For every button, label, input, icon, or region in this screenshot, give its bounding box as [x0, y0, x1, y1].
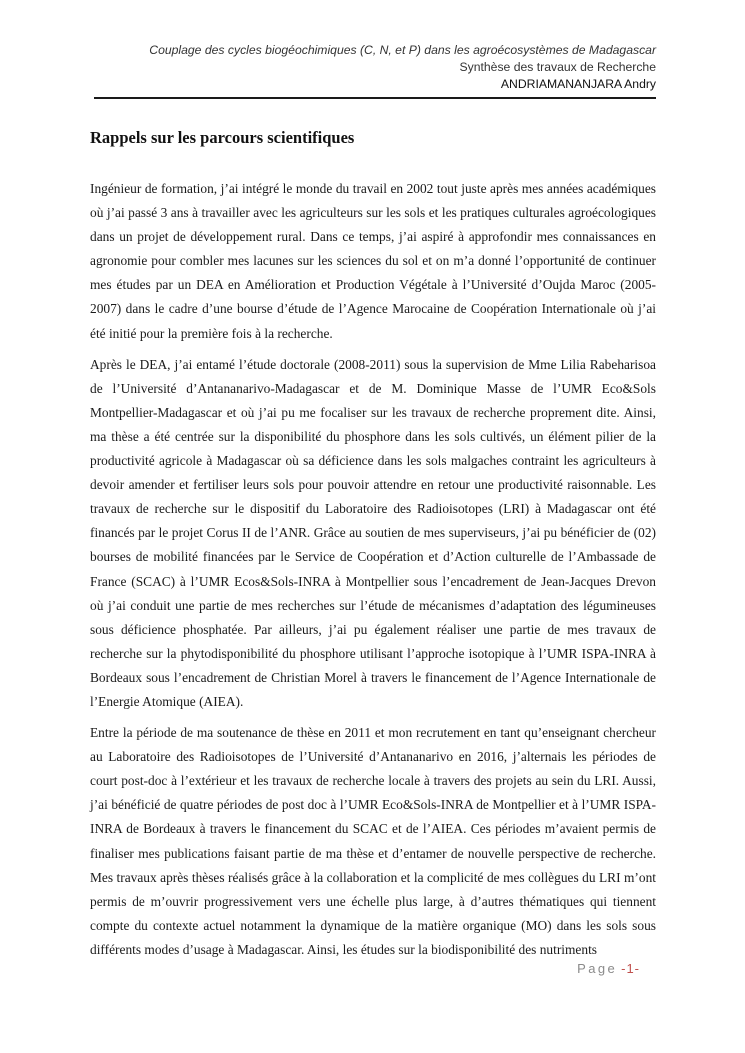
header-subtitle: Synthèse des travaux de Recherche: [459, 60, 656, 74]
paragraph-2: Après le DEA, j’ai entamé l’étude doctorale (2008-2011) sous la supervision de Mme Lilia Rabeharisoa de l’Université d’Antananarivo-Madagascar et de M. Dominique Masse de l’UMR Eco&Sols Montpellier-Madagascar et où j’ai pu me focaliser sur les travaux de recherche proprement dite. Ainsi, ma thèse a été centrée sur la disponibilité du phosphore dans les sols cultivés, un élément pilier de la productivité agricole à Madagascar où sa déficience dans les sols malgaches contraint les agriculteurs à devoir amender et fertiliser leurs sols pour pouvoir attendre en retour une productivité raisonnable. Les travaux de recherche sur le dispositif du Laboratoire des Radioisotopes (LRI) à Madagascar ont été financés par le projet Corus II de l’ANR. Grâce au soutien de mes superviseurs, j’ai pu bénéficier de (02) bourses de mobilité financées par le Service de Coopération et d’Action culturelle de l’Ambassade de France (SCAC) à l’UMR Ecos&Sols-INRA à Montpellier sous l’encadrement de Jean-Jacques Drevon où j’ai conduit une partie de mes recherches sur l’étude de mécanismes d’adaptation des légumineuses sous déficience phosphatée. Par ailleurs, j’ai pu également réaliser une partie de mes travaux de recherche sur la phytodisponibilité du phosphore utilisant l’approche isotopique à l’UMR ISPA-INRA à Bordeaux sous l’encadrement de Christian Morel à travers le financement de l’Agence Internationale de l’Energie Atomique (AIEA).: [90, 356, 656, 709]
page-header: [94, 42, 656, 93]
body-text: [90, 177, 656, 969]
header-author: ANDRIAMANANJARA Andry: [500, 77, 656, 91]
paragraph-1: Ingénieur de formation, j’ai intégré le monde du travail en 2002 tout juste après mes années académiques où j’ai passé 3 ans à travailler avec les agriculteurs sur les sols et les pratiques culturales agroécologiques dans un projet de développement rural. Dans ce temps, j’ai aspiré à approfondir mes connaissances en agronomie pour combler mes lacunes sur les sciences du sol et on m’a donné l’opportunité de continuer mes études par un DEA en Amélioration et Production Végétale à l’Université d’Oujda Maroc (2005-2007) dans le cadre d’une bourse d’étude de l’Agence Marocaine de Coopération Internationale où j’ai été initié pour la première fois à la recherche.: [90, 181, 656, 341]
header-document-title: Couplage des cycles biogéochimiques (C, N, et P) dans les agroécosystèmes de Madagascar: [149, 43, 656, 57]
header-divider: [94, 97, 656, 99]
page-number: -1-: [621, 961, 640, 976]
section-title: Rappels sur les parcours scientifiques: [90, 128, 355, 147]
page-footer: [480, 961, 640, 976]
page-label: Page: [577, 961, 618, 976]
paragraph-3: Entre la période de ma soutenance de thèse en 2011 et mon recrutement en tant qu’enseignant chercheur au Laboratoire des Radioisotopes de l’Université d’Antananarivo en 2016, j’alternais les périodes de court post-doc à l’extérieur et les travaux de recherche locale à travers des projets au sein du LRI. Aussi, j’ai bénéficié de quatre périodes de post doc à l’UMR Eco&Sols-INRA de Montpellier et à l’UMR ISPA-INRA de Bordeaux à travers le financement du SCAC et de l’AIEA. Ces périodes m’avaient permis de finaliser mes publications faisant partie de ma thèse et d’entamer de nouvelle perspective de recherche. Mes travaux après thèses réalisés grâce à la collaboration et la complicité de mes collègues du LRI m’ont permis de m’ouvrir progressivement vers une échelle plus large, à d’autres thématiques qui tiennent compte du contexte actuel notamment la dynamique de la matière organique (MO) dans les sols sous différents modes d’usage à Madagascar. Ainsi, les études sur la biodisponibilité des nutriments: [90, 725, 656, 957]
